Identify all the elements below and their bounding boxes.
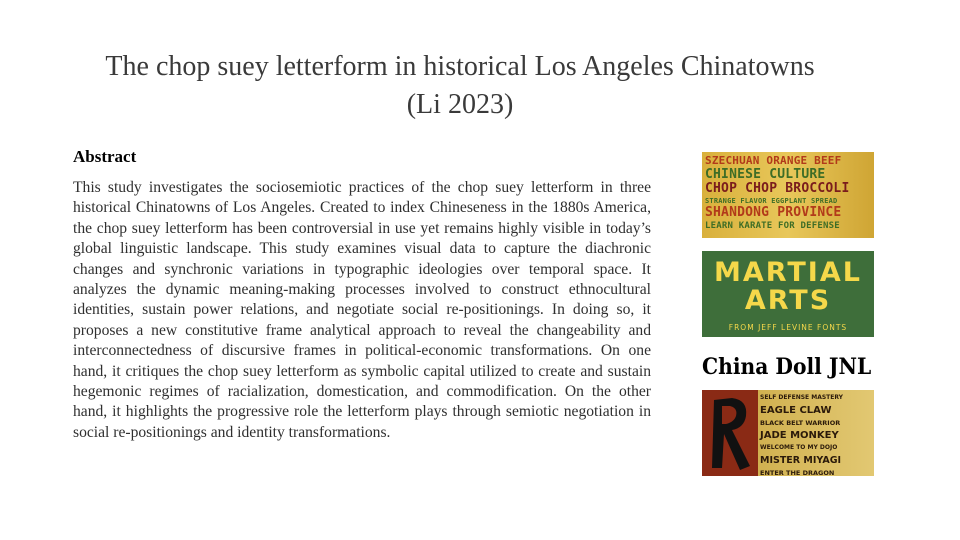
specimen-line: STRANGE FLAVOR EGGPLANT SPREAD [705, 197, 838, 205]
monogram-r-graphic [702, 390, 758, 476]
font-specimen-martial-arts [702, 251, 874, 337]
specimen-line: ARTS [744, 285, 832, 316]
slide-title-line-1: The chop suey letterform in historical Los Angeles Chinatowns [105, 51, 815, 82]
specimen-line: SELF DEFENSE MASTERY [760, 394, 844, 401]
font-specimen-chop-suey-menu [702, 152, 874, 238]
specimen-line: JADE MONKEY [760, 429, 839, 441]
abstract-heading: Abstract [73, 147, 137, 166]
abstract-body: This study investigates the sociosemiotic practices of the chop suey letterform in three historical Chinatowns of Los Angeles. Created to index Chineseness in the 1880s America, the chop suey letterform has been controversial in use yet remains highly visible in today’s global linguistic landscape. This study examines visual data to capture the diachronic changes and synchronic variations in typographic ideologies over temporal space. It analyzes the dynamic meaning-making processes involved to construct ethnocultural identities, sustain power relations, and negotiate social re-positionings. In doing so, it proposes a new constitutive frame analytical approach to reveal the changeability and interconnectedness of discursive frames in political-economic transformations. On one hand, it critiques the chop suey letterform as symbolic capital utilized to create and sustain hegemonic regimes of racialization, domestication, and commodification. On the other hand, it highlights the progressive role the letterform plays through semiotic negotiation in social re-positionings and identity transformations. [73, 179, 651, 441]
specimen-line: CHINESE CULTURE [705, 167, 826, 182]
specimen-line: BLACK BELT WARRIOR [760, 419, 841, 427]
monogram-r [702, 390, 758, 476]
specimen-line: SZECHUAN ORANGE BEEF [705, 154, 842, 167]
slide-title-line-2: (Li 2023) [406, 89, 514, 120]
specimen-line: LEARN KARATE FOR DEFENSE [705, 221, 840, 231]
specimen-line: CHOP CHOP BROCCOLI [705, 181, 850, 196]
specimen-line: China Doll JNL [702, 354, 872, 380]
font-specimen-china-doll [702, 350, 880, 384]
specimen-line: SHANDONG PROVINCE [705, 205, 842, 220]
specimen-credit: FROM JEFF LEVINE FONTS [728, 323, 848, 332]
specimen-line: ENTER THE DRAGON [760, 469, 835, 476]
font-specimen-eagle-claw [702, 390, 874, 476]
specimen-line: MISTER MIYAGI [760, 454, 842, 466]
slide-title [60, 48, 860, 124]
specimen-line: EAGLE CLAW [760, 404, 832, 416]
specimen-line: MARTIAL [714, 257, 862, 288]
specimen-line: WELCOME TO MY DOJO [760, 444, 838, 451]
